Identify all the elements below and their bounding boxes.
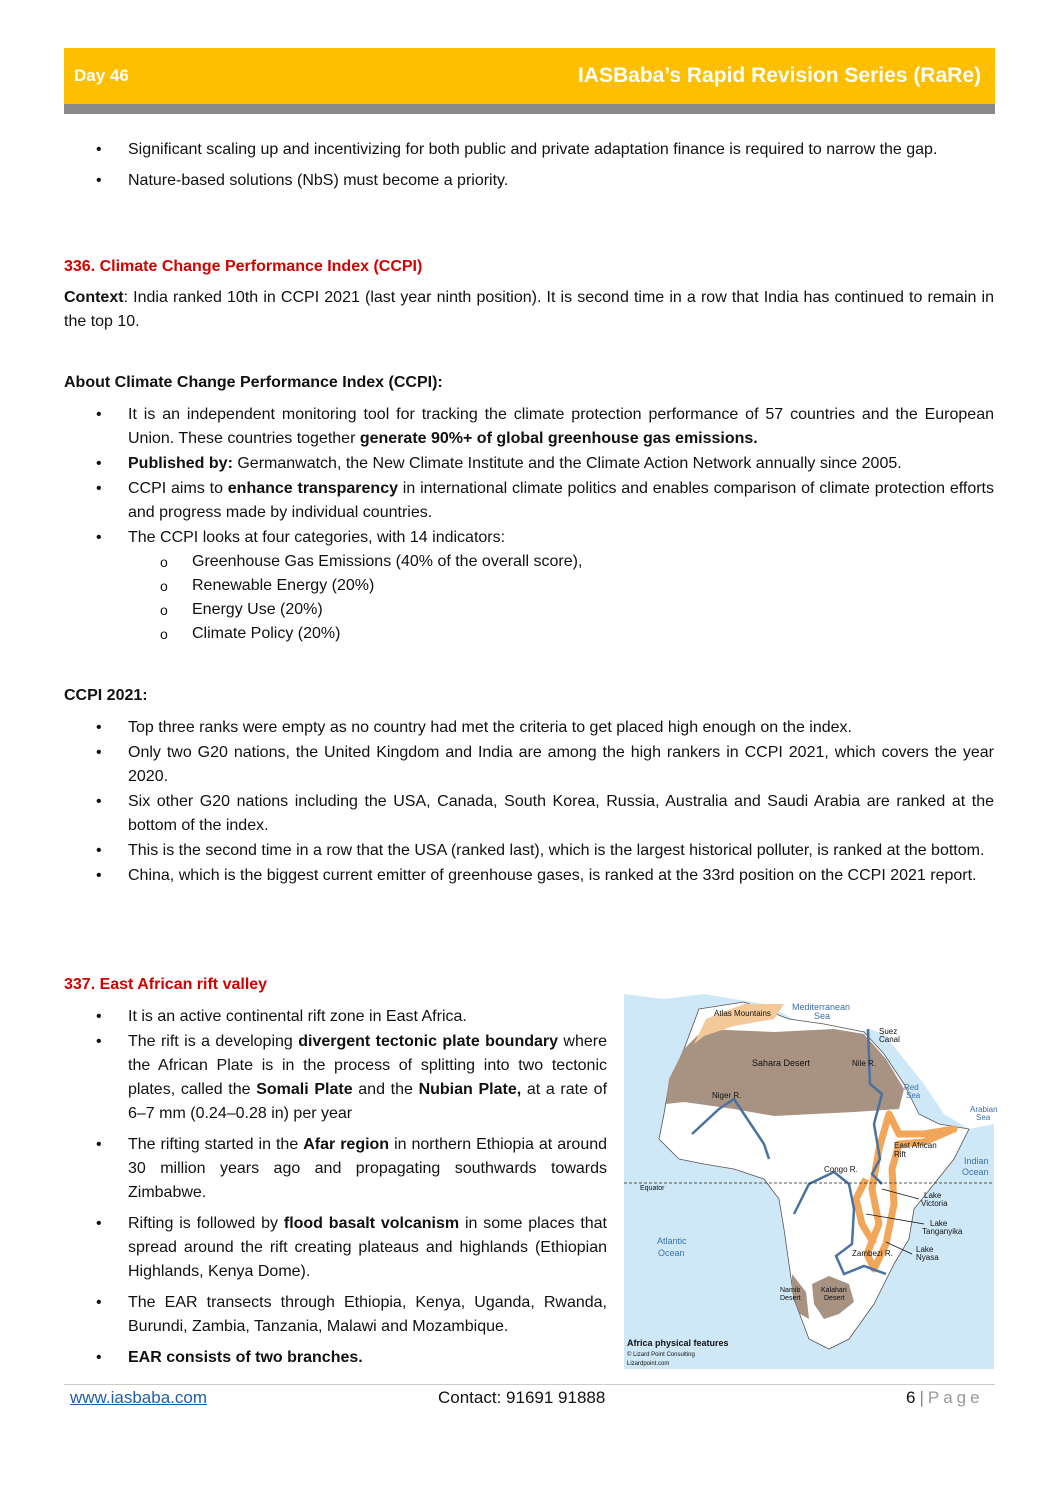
bullet-item: [64, 1030, 607, 1126]
text: The rifting started in the: [128, 1136, 304, 1153]
bullet-item: [64, 477, 994, 525]
page-header: [64, 48, 995, 104]
map-label: Atlas Mountains: [714, 1009, 771, 1018]
map-label: Sea: [976, 1113, 991, 1122]
rift-valley-list: [64, 1005, 607, 1370]
page-num: 6: [906, 1388, 916, 1407]
page-separator: |: [919, 1388, 924, 1407]
bold-text: divergent tectonic plate boundary: [298, 1033, 559, 1050]
map-label: Red: [904, 1083, 919, 1092]
bullet-item: [64, 864, 994, 888]
map-label: Ocean: [962, 1167, 989, 1177]
map-label: Zambezi R.: [852, 1249, 893, 1258]
category-item: o Energy Use (20%): [64, 598, 994, 622]
bold-text: Somali Plate: [256, 1081, 353, 1098]
text: Germanwatch, the New Climate Institute and the Climate Action Network annually since 2005.: [232, 455, 902, 472]
text: The EAR transects through Ethiopia, Kenya, Uganda, Rwanda, Burundi, Zambia, Tanzania, Malawi and Mozambique.: [128, 1294, 607, 1335]
bullet-item: [64, 526, 994, 550]
map-label: Lake: [930, 1219, 948, 1228]
text: at a rate of 6–7 mm (0.24–0.28 in) per year: [128, 1081, 608, 1122]
bold-text: Published by:: [128, 455, 233, 472]
map-label: Nyasa: [916, 1253, 939, 1262]
rift-valley-section: [64, 1005, 607, 1370]
ccpi-2021-section: [64, 716, 994, 888]
map-label: Equator: [640, 1185, 665, 1192]
category-item: o Climate Policy (20%): [64, 622, 994, 646]
context-text: : India ranked 10th in CCPI 2021 (last year ninth position). It is second time in a row that India has continued to remain in the top 10.: [64, 289, 994, 330]
bold-text: EAR consists of two branches.: [128, 1349, 363, 1366]
map-label: Tanganyika: [922, 1227, 963, 1236]
bullet-item: [64, 716, 994, 740]
text: Six other G20 nations including the USA, Canada, South Korea, Russia, Australia and Saudi Arabia are ranked at the bottom of the index.: [128, 793, 994, 834]
ccpi-2021-list: [64, 716, 994, 888]
text: in international climate politics and enables comparison of climate protection efforts and progress made by individual countries.: [128, 480, 995, 521]
map-label: Sea: [814, 1011, 831, 1021]
bullet-item: [64, 839, 994, 863]
section-336-heading: 336. Climate Change Performance Index (CCPI): [64, 258, 423, 275]
text: The rift is a developing: [128, 1033, 299, 1050]
text: and the: [352, 1081, 419, 1098]
text: where the African Plate is in the process of splitting into two tectonic plates, called the: [128, 1033, 608, 1098]
map-label: Namib: [780, 1287, 801, 1294]
map-title: Africa physical features: [627, 1338, 729, 1348]
bullet-item: [64, 741, 994, 789]
map-label: Desert: [780, 1295, 801, 1302]
map-label: Congo R.: [824, 1165, 858, 1174]
map-credit: Lizardpoint.com: [627, 1361, 670, 1367]
series-title: IASBaba’s Rapid Revision Series (RaRe): [577, 64, 981, 87]
bold-text: enhance transparency: [227, 480, 398, 497]
day-label: Day 46: [74, 66, 129, 85]
text: It is an independent monitoring tool for tracking the climate protection performance of 57 countries and the European Union. These countries together: [128, 406, 994, 447]
bold-text: Nubian Plate,: [418, 1081, 522, 1098]
map-label: Niger R.: [712, 1091, 742, 1100]
map-label: Lake: [924, 1191, 942, 1200]
bullet-item: [64, 790, 994, 838]
bold-text: Afar region: [303, 1136, 390, 1153]
bullet-item: [64, 1346, 607, 1370]
map-label: Ocean: [658, 1248, 685, 1258]
text: Only two G20 nations, the United Kingdom and India are among the high rankers in CCPI 2021, which covers the year 2020.: [128, 744, 994, 785]
map-label: Indian: [964, 1156, 989, 1166]
bullet-item: [64, 1133, 607, 1205]
context-label: Context: [64, 289, 124, 306]
website-link[interactable]: www.iasbaba.com: [70, 1388, 208, 1407]
map-label: Suez: [879, 1027, 898, 1036]
text: in some places that spread around the rift creating plateaus and highlands (Ethiopian Highlands, Kenya Dome).: [128, 1215, 608, 1280]
bullet-item: [64, 138, 994, 162]
ccpi-categories-list: [64, 550, 994, 646]
text: China, which is the biggest current emitter of greenhouse gases, is ranked at the 33rd position on the CCPI 2021 report.: [128, 867, 977, 884]
page-number: [906, 1388, 984, 1408]
bullet-item: [64, 1291, 607, 1339]
header-divider: [64, 104, 995, 114]
text: in northern Ethiopia at around 30 million years ago and propagating southwards towards Zimbabwe.: [128, 1136, 608, 1201]
text: CCPI aims to: [128, 480, 228, 497]
ccpi-2021-heading: CCPI 2021:: [64, 687, 148, 704]
map-label: Arabian: [970, 1105, 998, 1114]
map-label: Canal: [879, 1035, 900, 1044]
map-label: Atlantic: [657, 1236, 687, 1246]
text: Nature-based solutions (NbS) must become a priority.: [128, 172, 509, 189]
bold-text: flood basalt volcanism: [283, 1215, 460, 1232]
text: Rifting is followed by: [128, 1215, 284, 1232]
bullet-item: [64, 403, 994, 451]
bullet-item: [64, 1005, 607, 1029]
map-label: Victoria: [921, 1199, 948, 1208]
text: Top three ranks were empty as no country had met the criteria to get placed high enough on the index.: [128, 719, 852, 736]
bullet-item: [64, 1212, 607, 1284]
map-label: Rift: [894, 1150, 906, 1159]
about-ccpi-section: [64, 403, 994, 646]
page-word: Page: [927, 1388, 984, 1407]
map-label: Desert: [824, 1295, 845, 1302]
about-ccpi-list: [64, 403, 994, 550]
bullet-item: [64, 169, 994, 193]
bold-text: generate 90%+ of global greenhouse gas emissions.: [359, 430, 758, 447]
about-ccpi-heading: About Climate Change Performance Index (CCPI):: [64, 374, 443, 391]
intro-section: [64, 138, 994, 193]
text: It is an active continental rift zone in East Africa.: [128, 1008, 467, 1025]
section-337-heading: 337. East African rift valley: [64, 976, 268, 993]
footer-divider: [64, 1384, 995, 1385]
map-credit: © Lizard Point Consulting: [627, 1352, 695, 1358]
map-label: Sahara Desert: [752, 1058, 811, 1068]
text: Significant scaling up and incentivizing for both public and private adaptation finance is required to narrow the gap.: [128, 141, 938, 158]
text: The CCPI looks at four categories, with 14 indicators:: [128, 529, 506, 546]
map-label: Lake: [916, 1245, 934, 1254]
context-paragraph: [64, 286, 994, 334]
map-label: Nile R.: [852, 1059, 877, 1068]
text: This is the second time in a row that the USA (ranked last), which is the largest historical polluter, is ranked at the bottom.: [128, 842, 985, 859]
map-label: Kalahari: [821, 1287, 847, 1294]
bullet-item: [64, 452, 994, 476]
map-label: East African: [894, 1141, 937, 1150]
category-item: o Greenhouse Gas Emissions (40% of the overall score),: [64, 550, 994, 574]
category-item: o Renewable Energy (20%): [64, 574, 994, 598]
africa-physical-map: [624, 974, 998, 1369]
map-label: Sea: [906, 1091, 921, 1100]
contact-info: Contact: 91691 91888: [438, 1388, 606, 1407]
map-label: Mediterranean: [792, 1002, 851, 1012]
intro-list: [64, 138, 994, 193]
